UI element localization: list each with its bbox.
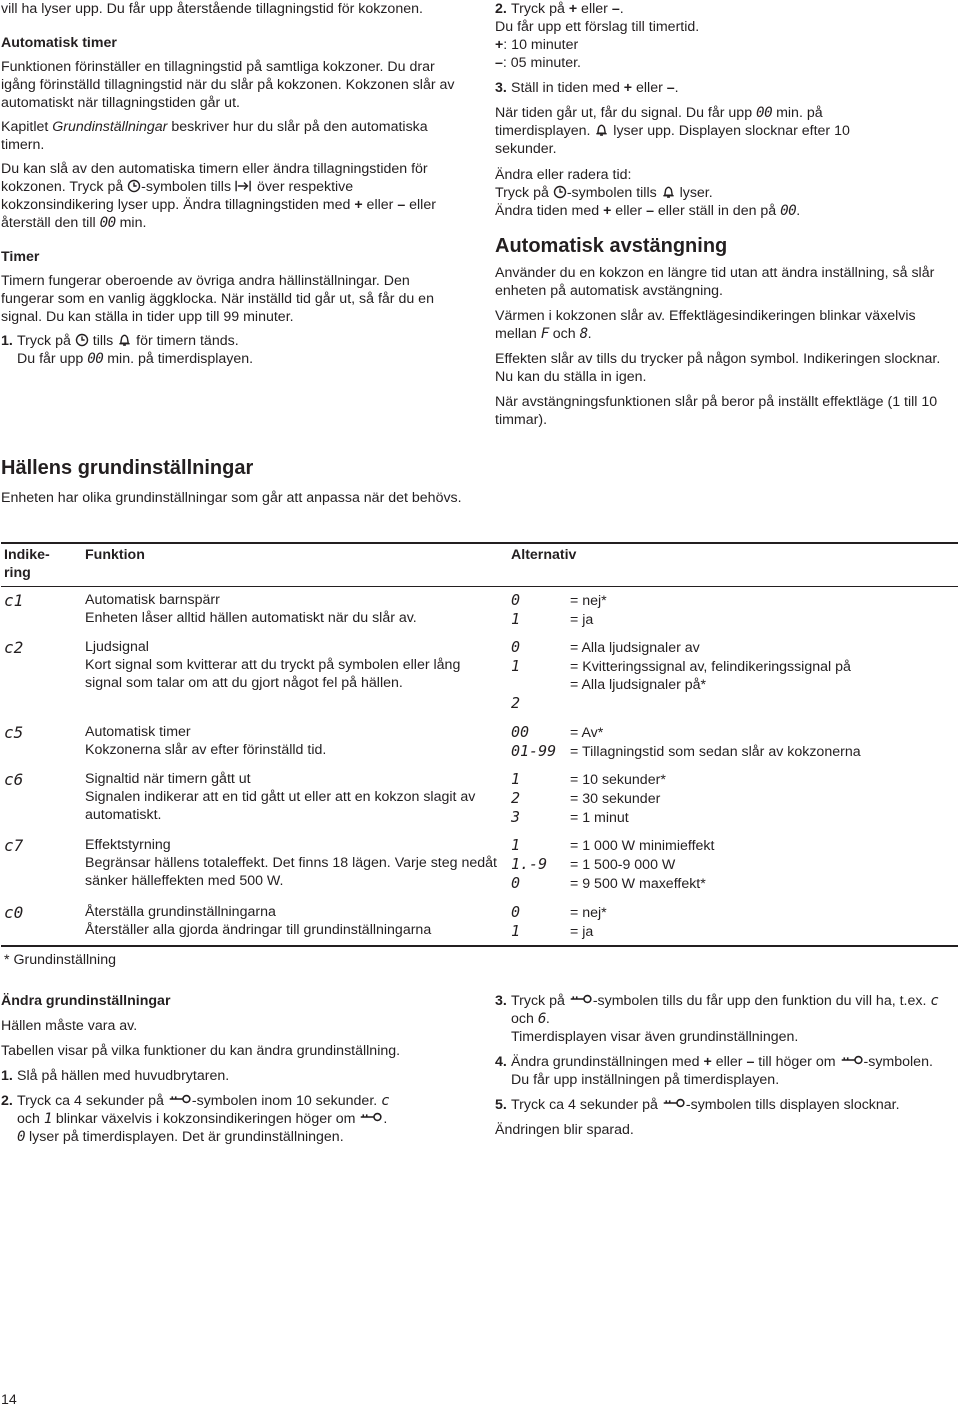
table-bottom-rule bbox=[1, 945, 958, 947]
table-row-alternatives: 0 = nej* 1 = ja bbox=[511, 903, 607, 940]
table-row-alternatives: 00 = Av* 01-99 = Tillagningstid som sedan slår av kokzonerna bbox=[511, 723, 861, 760]
automatic-timer-paragraph-3: Du kan slå av den automatiska timern eller ändra tillagningstiden för kokzonen. Tryck på -symbolen tills över respektive kokzonsindikering lyser upp. Ändra tillagningstiden med + eller – eller återställ den till 00 min. bbox=[1, 161, 436, 231]
change-step-1: 1. Slå på hällen med huvudbrytaren. bbox=[1, 1068, 230, 1084]
right-top-column bbox=[495, 0, 958, 429]
table-footnote: * Grundinställning bbox=[4, 952, 116, 968]
change-settings-right bbox=[495, 992, 958, 1139]
table-row-indicator: c7 bbox=[4, 836, 24, 855]
auto-off-paragraph-2: Värmen i kokzonen slår av. Effektlägesindikeringen blinkar växelvis mellan F och 8. bbox=[495, 308, 916, 342]
table-row-alternatives: 0 = nej* 1 = ja bbox=[511, 591, 607, 628]
clock-icon bbox=[553, 185, 567, 199]
arrow-to-bar-icon bbox=[235, 179, 253, 193]
timer-step-2: 2. Tryck på + eller –. bbox=[495, 1, 624, 17]
table-header-funktion: Funktion bbox=[85, 547, 145, 563]
change-step-5: 5. Tryck ca 4 sekunder på -symbolen tills displayen slocknar. bbox=[495, 1097, 900, 1113]
auto-off-paragraph-3: Effekten slår av tills du trycker på någon symbol. Indikeringen slocknar. Nu kan du ställa in igen. bbox=[495, 351, 941, 385]
table-row-indicator: c1 bbox=[4, 591, 24, 610]
display-zero-zero: 00 bbox=[99, 215, 116, 231]
change-time-title: Ändra eller radera tid: bbox=[495, 167, 632, 183]
key-icon bbox=[662, 1097, 686, 1109]
plus-symbol: + bbox=[568, 1, 578, 17]
table-row-indicator: c0 bbox=[4, 903, 24, 922]
key-icon bbox=[840, 1054, 864, 1066]
key-icon bbox=[569, 993, 593, 1005]
intro-paragraph: vill ha lyser upp. Du får upp återstående tillagningstid för kokzonen. bbox=[1, 1, 423, 17]
table-top-rule bbox=[1, 542, 958, 544]
table-row-function: Ljudsignal Kort signal som kvitterar att du tryckt på symbolen eller lång signal som talar om att du gjort något fel på hällen. bbox=[85, 639, 461, 691]
change-settings-saved: Ändringen blir sparad. bbox=[495, 1122, 634, 1138]
change-time-line-2: Ändra tiden med + eller – eller ställ in den på 00. bbox=[495, 203, 801, 219]
plus-symbol: + bbox=[354, 197, 363, 213]
timer-step-1: 1. Tryck på tills för timern tänds. Du får upp 00 min. på timerdisplayen. bbox=[1, 333, 254, 367]
table-row-alternatives: 0 = Alla ljudsignaler av 1 = Kvitteringssignal av, felindikeringssignal på = Alla ljudsignaler på* 2 bbox=[511, 638, 851, 712]
table-row-function: Effektstyrning Begränsar hällens totaleffekt. Det finns 18 lägen. Varje steg nedåt sänker hälleffekten med 500 W. bbox=[85, 837, 497, 889]
change-time-line-1: Tryck på -symbolen tills lyser. bbox=[495, 185, 713, 201]
timer-step-2-minus: –: 05 minuter. bbox=[495, 55, 581, 71]
minus-symbol: – bbox=[611, 1, 620, 17]
left-top-column bbox=[1, 0, 471, 368]
display-zero-zero: 00 bbox=[87, 351, 104, 367]
table-row-indicator: c6 bbox=[4, 770, 24, 789]
change-settings-p1: Hällen måste vara av. bbox=[1, 1018, 138, 1034]
table-header-rule bbox=[1, 586, 958, 587]
automatic-timer-paragraph-1: Funktionen förinställer en tillagningstid på samtliga kokzoner. Du drar igång förinställd tillagningstid när du slår på kokzonen. Kokzonen slår av automatiskt när tillagningstiden går ut. bbox=[1, 59, 455, 111]
minus-symbol: – bbox=[397, 197, 406, 213]
bell-icon bbox=[117, 332, 132, 347]
change-settings-heading: Ändra grundinställningar bbox=[1, 993, 171, 1009]
change-step-3: 3. Tryck på -symbolen tills du får upp den funktion du vill ha, t.ex. c och 6. Timerdisplayen visar även grundinställningen. bbox=[495, 993, 939, 1045]
automatic-timer-heading: Automatisk timer bbox=[1, 35, 117, 51]
clock-icon bbox=[75, 333, 89, 347]
page-number: 14 bbox=[1, 1392, 17, 1408]
timer-heading: Timer bbox=[1, 249, 40, 265]
table-row-alternatives: 1 = 1 000 W minimieffekt 1.-9 = 1 500-9 000 W 0 = 9 500 W maxeffekt* bbox=[511, 836, 715, 892]
table-header-alternativ: Alternativ bbox=[511, 547, 577, 563]
key-icon bbox=[359, 1111, 383, 1123]
automatic-timer-paragraph-2: Kapitlet Grundinställningar beskriver hur du slår på den automatiska timern. bbox=[1, 119, 428, 153]
table-row-function: Automatisk timer Kokzonerna slår av efter förinställd tid. bbox=[85, 724, 327, 758]
table-row-function: Återställa grundinställningarna Återställer alla gjorda ändringar till grundinställningarna bbox=[85, 904, 432, 938]
change-settings-left bbox=[1, 992, 471, 1146]
table-row-function: Automatisk barnspärr Enheten låser alltid hällen automatiskt när du slår av. bbox=[85, 592, 417, 626]
bell-icon bbox=[661, 184, 676, 199]
auto-off-paragraph-1: Använder du en kokzon en längre tid utan att ändra inställning, så slår enheten på automatisk avstängning. bbox=[495, 265, 935, 299]
timer-step-3: 3. Ställ in tiden med + eller –. bbox=[495, 80, 679, 96]
auto-off-paragraph-4: När avstängningsfunktionen slår på beror på inställt effektläge (1 till 10 timmar). bbox=[495, 394, 938, 428]
table-row-alternatives: 1 = 10 sekunder* 2 = 30 sekunder 3 = 1 minut bbox=[511, 770, 666, 826]
basic-settings-intro: Enheten har olika grundinställningar som går att anpassa när det behövs. bbox=[1, 490, 462, 506]
table-header-indikering: Indike- ring bbox=[4, 547, 50, 581]
timer-step-2-plus: +: 10 minuter bbox=[495, 37, 579, 53]
change-step-4: 4. Ändra grundinställningen med + eller – till höger om -symbolen. Du får upp inställningen på timerdisplayen. bbox=[495, 1054, 933, 1088]
change-step-2: 2. Tryck ca 4 sekunder på -symbolen inom 10 sekunder. c och 1 blinkar växelvis i kokzonsindikeringen höger om . 0 lyser på timerdisplayen. Det är grundinställningen. bbox=[1, 1093, 390, 1145]
table-row-indicator: c2 bbox=[4, 638, 24, 657]
basic-settings-heading: Hällens grundinställningar bbox=[1, 457, 254, 479]
clock-icon bbox=[127, 179, 141, 193]
change-settings-p2: Tabellen visar på vilka funktioner du kan ändra grundinställning. bbox=[1, 1043, 401, 1059]
timer-paragraph-1: Timern fungerar oberoende av övriga andra hällinställningar. Den fungerar som en vanlig äggklocka. När inställd tid går ut, så får du en signal. Du kan ställa in tider upp till 99 minuter. bbox=[1, 273, 434, 325]
timer-end-paragraph: När tiden går ut, får du signal. Du får upp 00 min. på timerdisplayen. lyser upp. Displayen slocknar efter 10 sekunder. bbox=[495, 105, 850, 157]
auto-off-heading: Automatisk avstängning bbox=[495, 235, 728, 257]
key-icon bbox=[168, 1093, 192, 1105]
bell-icon bbox=[594, 122, 609, 137]
table-row-function: Signaltid när timern gått ut Signalen indikerar att en tid gått ut eller att en kokzon slagit av automatiskt. bbox=[85, 771, 476, 823]
timer-step-2-detail: Du får upp ett förslag till timertid. bbox=[495, 19, 700, 35]
table-row-indicator: c5 bbox=[4, 723, 24, 742]
